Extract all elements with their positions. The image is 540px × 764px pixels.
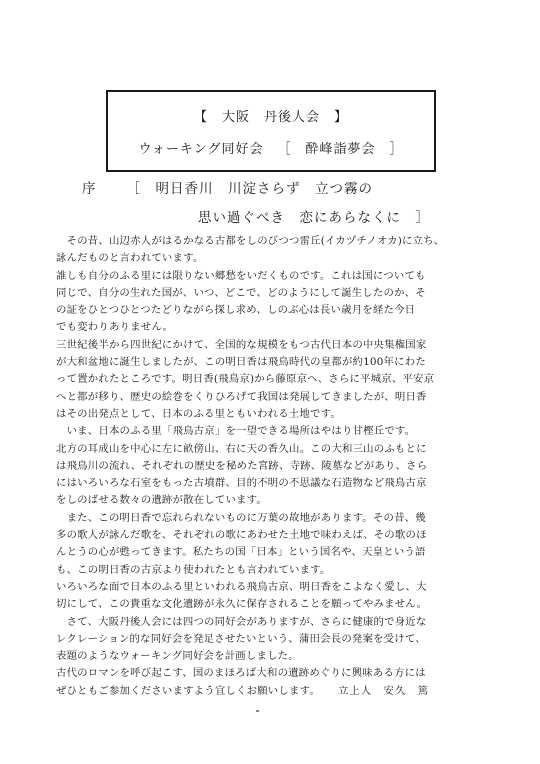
org-title: 【 大阪 丹後人会 】 xyxy=(193,110,348,125)
body-line: その昔、山辺赤人がはるかなる古都をしのびつつ雷丘(イカヅチノオカ)に立ち、 xyxy=(56,235,445,247)
body-line: って置かれたところです。明日香(飛鳥京)から藤原京へ、さらに平城京、平安京 xyxy=(56,373,435,386)
club-title xyxy=(108,138,434,157)
body-line: にはいろいろな石室をもった古墳群、目的不明の不思議な石造物など飛鳥古京 xyxy=(56,477,427,490)
body-text xyxy=(56,233,486,700)
preface-label: 序 xyxy=(82,181,97,197)
body-line: さて、大阪丹後人会には四つの同好会がありますが、さらに健康的で身近な xyxy=(56,615,427,628)
body-line-last xyxy=(56,683,486,700)
body-line: 古代のロマンを呼び起こす、国のまほろば大和の遺跡めぐりに興味ある方には xyxy=(56,667,426,680)
body-line: でも変わりありません。 xyxy=(56,321,174,334)
title-box xyxy=(106,90,436,172)
body-line: 多の歌人が詠んだ歌を、それぞれの歌にあわせた土地で味わえば、その歌のほ xyxy=(56,529,427,542)
body-line: 切にして、この貴重な文化遺跡が永久に保存されることを願ってやみません。 xyxy=(56,598,428,611)
body-line: 誰しも自分のふる里には限りない郷愁をいだくものです。これは国についても xyxy=(56,269,426,282)
poem-text-1: ［ 明日香川 川淀さらず 立つ霧の xyxy=(126,181,373,197)
club-name: ［ 酔峰詣夢会 ］ xyxy=(277,142,404,157)
body-line: 北方の耳成山を中心に左に畝傍山、右に天の香久山。この大和三山のふもとに xyxy=(56,442,427,455)
body-line: が大和盆地に誕生しましたが、この明日香は飛鳥時代の皇都が約100年にわた xyxy=(56,356,426,369)
body-line: も、この明日香の古京より使われたとも言われています。 xyxy=(56,563,331,576)
body-line: んとうの心が甦ってきます。私たちの国「日本」という国名や、天皇という語 xyxy=(56,546,426,559)
body-line: へと都が移り、歴史の絵巻をくりひろげて我国は発展してきましたが、明日香 xyxy=(56,390,427,403)
body-line: の証をひとつひとつたどりながら探し求め、しのぶ心は長い歳月を経た今日 xyxy=(56,304,416,317)
scan-speck xyxy=(256,710,259,712)
poem-line-2: 思い過ぐべき 恋にあらなくに ］ xyxy=(198,210,430,226)
club-type-label: ウォーキング同好会 xyxy=(138,142,264,157)
body-line: また、この明日香で忘れられないものに万葉の故地があります。その昔、幾 xyxy=(56,511,426,524)
body-line: いま、日本のふる里「飛鳥古京」を一望できる場所はやはり甘樫丘です。 xyxy=(56,425,416,438)
body-line: はその出発点として、日本のふる里ともいわれる土地です。 xyxy=(56,407,341,420)
body-line: 詠んだものと言われています。 xyxy=(56,252,204,265)
body-line: ぜひともご参加くださいますよう宜しくお願いします。 xyxy=(56,684,320,697)
body-line: は飛鳥川の流れ、それぞれの歴史を秘めた宮跡、寺跡、陵墓などがあり、さら xyxy=(56,459,428,472)
poem-line-1 xyxy=(82,177,373,197)
body-line: 表題のようなウォーキング同好会を計画しました。 xyxy=(56,650,299,663)
body-line: をしのばせる数々の遺跡が散在しています。 xyxy=(56,494,267,507)
body-line: 三世紀後半から四世紀にかけて、全国的な規模をもつ古代日本の中央集権国家 xyxy=(56,338,427,351)
body-line: レクレーション的な同好会を発足させたいという、蒲田会長の発案を受けて、 xyxy=(56,632,426,645)
author-signature: 立上人 安久 篤 xyxy=(337,684,430,697)
body-line: 同じで、自分の生れた国が、いつ、どこで、どのようにして誕生したのか、そ xyxy=(56,286,426,299)
body-line: いろいろな面で日本のふる里といわれる飛鳥古京、明日香をこよなく愛し、大 xyxy=(56,580,427,593)
